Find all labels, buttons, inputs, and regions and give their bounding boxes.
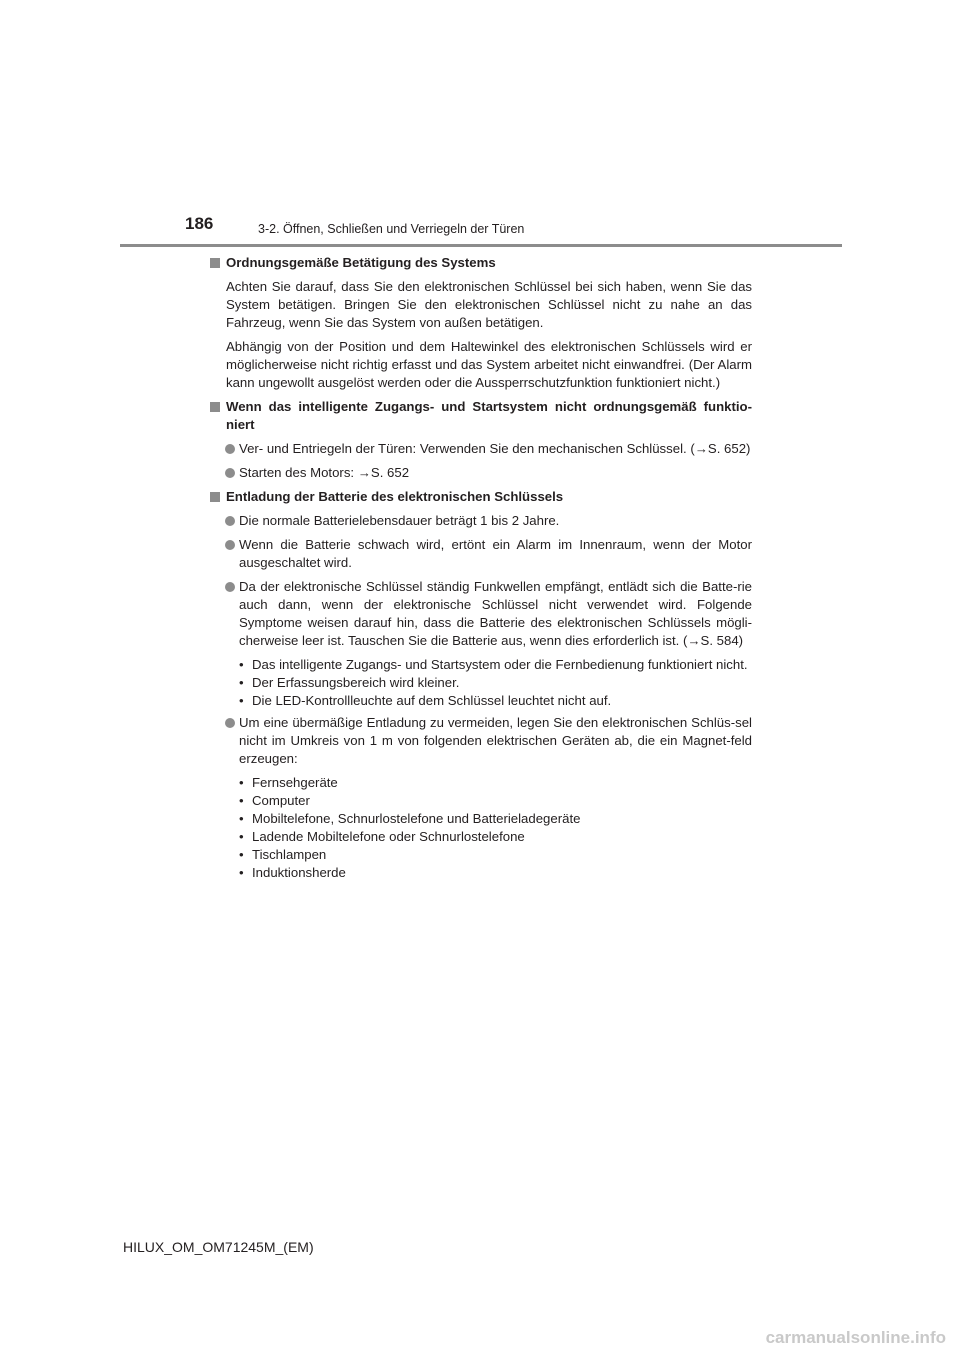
sub-item-text: Der Erfassungsbereich wird kleiner. (252, 675, 460, 690)
symptom-list (210, 656, 752, 710)
list-item (210, 578, 752, 650)
paragraph: Achten Sie darauf, dass Sie den elektronischen Schlüssel bei sich haben, wenn Sie das System betätigen. Bringen Sie den elektronischen Schlüssel nicht zu nahe an das Fahrzeug, wenn Sie das System von außen betätigen. (226, 279, 752, 330)
dot-bullet: • (239, 693, 244, 708)
manual-code: HILUX_OM_OM71245M_(EM) (123, 1239, 314, 1255)
list-item-text: Starten des Motors: →S. 652 (239, 465, 410, 480)
sub-list-item (210, 810, 752, 828)
dot-bullet: • (239, 675, 244, 690)
dot-bullet: • (239, 775, 244, 790)
list-item-text: Um eine übermäßige Entladung zu vermeiden, legen Sie den elektronischen Schlüs-sel nicht im Umkreis von 1 m von folgenden elektrischen Geräten ab, die ein Magnet-feld erzeugen: (239, 715, 752, 766)
sub-list-item (210, 792, 752, 810)
paragraph: Abhängig von der Position und dem Haltewinkel des elektronischen Schlüssels wird er möglicherweise nicht richtig erfasst und das System arbeitet nicht einwandfrei. (Der Alarm kann ungewollt ausgelöst werden oder die Aussperrschutzfunktion funktioniert nicht.) (226, 339, 752, 390)
dot-bullet: • (239, 793, 244, 808)
sub-list-item (210, 656, 752, 674)
sub-list-item (210, 864, 752, 882)
dot-bullet: • (239, 865, 244, 880)
dot-bullet: • (239, 829, 244, 844)
heading-battery-discharge (210, 488, 752, 506)
sub-item-text: Induktionsherde (252, 865, 346, 880)
sub-item-text: Fernsehgeräte (252, 775, 338, 790)
section-title: 3-2. Öffnen, Schließen und Verriegeln der Türen (258, 222, 525, 236)
list-item (210, 512, 752, 530)
list-item (210, 714, 752, 768)
content-body (210, 254, 752, 886)
square-bullet-icon (210, 258, 220, 268)
circle-bullet-icon (225, 582, 235, 592)
heading-text: Entladung der Batterie des elektronischen Schlüssels (226, 489, 564, 504)
heading-operation (210, 254, 752, 272)
sub-item-text: Die LED-Kontrollleuchte auf dem Schlüssel leuchtet nicht auf. (252, 693, 612, 708)
circle-bullet-icon (225, 444, 235, 454)
sub-list-item (210, 828, 752, 846)
square-bullet-icon (210, 402, 220, 412)
device-list (210, 774, 752, 882)
list-item-text: Wenn die Batterie schwach wird, ertönt ein Alarm im Innenraum, wenn der Motor ausgeschaltet wird. (239, 537, 752, 570)
list-item-text: Ver- und Entriegeln der Türen: Verwenden Sie den mechanischen Schlüssel. (→S. 652) (239, 441, 751, 456)
sub-list-item (210, 692, 752, 710)
heading-text: Ordnungsgemäße Betätigung des Systems (226, 255, 496, 270)
sub-item-text: Mobiltelefone, Schnurlostelefone und Batterieladegeräte (252, 811, 581, 826)
heading-text: Wenn das intelligente Zugangs- und Startsystem nicht ordnungsgemäß funktio-niert (226, 399, 752, 432)
circle-bullet-icon (225, 540, 235, 550)
list-item-text: Die normale Batterielebensdauer beträgt 1 bis 2 Jahre. (239, 513, 560, 528)
sub-list-item (210, 846, 752, 864)
dot-bullet: • (239, 657, 244, 672)
sub-item-text: Ladende Mobiltelefone oder Schnurlostelefone (252, 829, 525, 844)
sub-item-text: Computer (252, 793, 310, 808)
header-rule (120, 244, 842, 247)
dot-bullet: • (239, 811, 244, 826)
circle-bullet-icon (225, 468, 235, 478)
circle-bullet-icon (225, 718, 235, 728)
watermark: carmanualsonline.info (765, 1328, 946, 1347)
list-item (210, 464, 752, 482)
list-item (210, 536, 752, 572)
circle-bullet-icon (225, 516, 235, 526)
sub-list-item (210, 774, 752, 792)
page-number: 186 (185, 214, 214, 233)
list-item (210, 440, 752, 458)
sub-list-item (210, 674, 752, 692)
sub-item-text: Tischlampen (252, 847, 327, 862)
heading-malfunction (210, 398, 752, 434)
list-item-text: Da der elektronische Schlüssel ständig Funkwellen empfängt, entlädt sich die Batte-rie auch dann, wenn der elektronische Schlüssel nicht verwendet wird. Folgende Symptome weisen darauf hin, dass die Batterie des elektronischen Schlüssels mögli-cherweise leer ist. Tauschen Sie die Batterie aus, wenn dies erforderlich ist. (→S. 584) (239, 579, 752, 648)
sub-item-text: Das intelligente Zugangs- und Startsystem oder die Fernbedienung funktioniert nicht. (252, 657, 748, 672)
square-bullet-icon (210, 492, 220, 502)
dot-bullet: • (239, 847, 244, 862)
